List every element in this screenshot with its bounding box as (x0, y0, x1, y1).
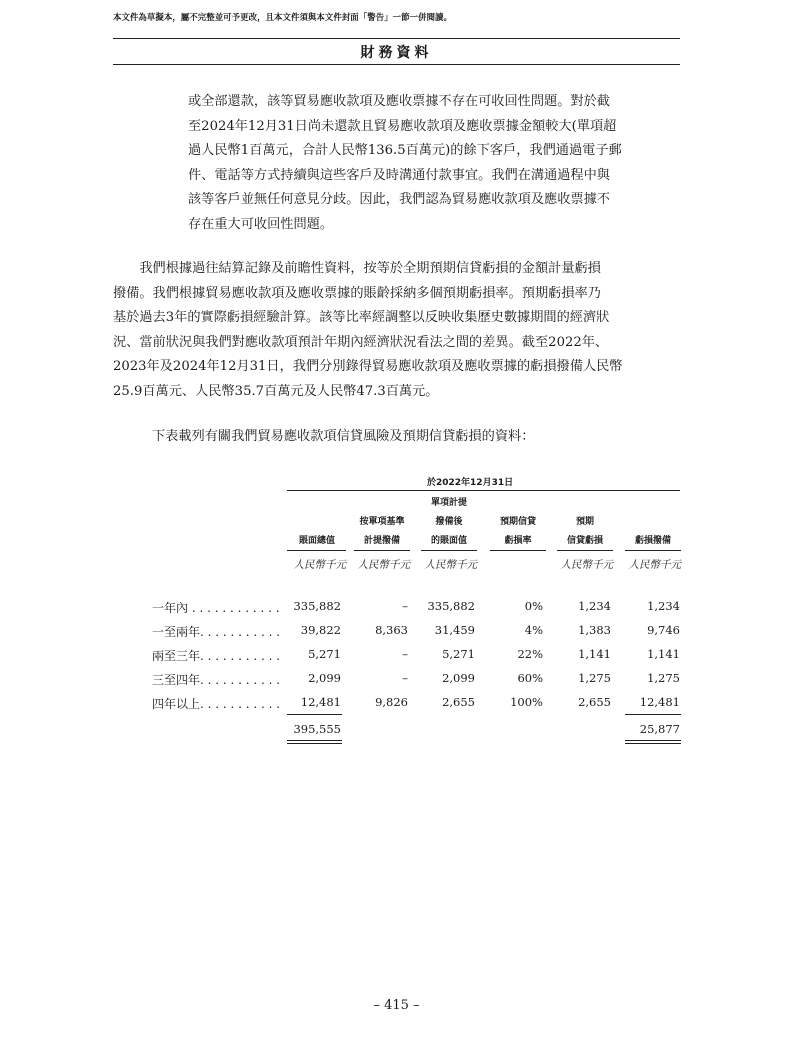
cell: 335,882 (427, 599, 475, 613)
draft-disclaimer: 本文件為草擬本，屬不完整並可予更改，且本文件須與本文件封面「警告」一節一併閱讀。 (113, 12, 452, 22)
total-gross: 395,555 (293, 722, 341, 736)
col-header-line: 單項計提 (430, 498, 467, 508)
unit-label: 人民幣千元 (560, 559, 613, 571)
cell: 1,234 (647, 599, 680, 613)
cell: 1,275 (578, 671, 611, 685)
paragraph-line: 至2024年12月31日尚未還款且貿易應收款項及應收票據金額較大(單項超 (188, 118, 617, 134)
col-header-line (354, 494, 410, 513)
subtotal-rule (287, 714, 342, 715)
cell: 5,271 (308, 647, 341, 661)
cell: 335,882 (293, 599, 341, 613)
col-header-line: 預期 (575, 517, 594, 527)
cell: 2,099 (308, 671, 341, 685)
paragraph-line: 況、當前狀況與我們對應收款項預計年期內經濟狀況看法之間的差異。截至2022年、 (113, 334, 609, 350)
header-underline (625, 550, 681, 551)
col-header-line (625, 513, 681, 532)
section-title: 財務資料 (360, 45, 433, 61)
cell: 1,141 (647, 647, 680, 661)
cell: – (402, 647, 408, 661)
header-underline (490, 550, 546, 551)
unit-label: 人民幣千元 (357, 559, 410, 571)
col-header-line (287, 513, 347, 532)
cell: 4% (524, 623, 543, 637)
cell: 2,655 (442, 695, 475, 709)
col-header-line: 撥備後 (435, 517, 463, 527)
row-label: 一年內 . . . . . . . . . . . . (152, 601, 280, 615)
col-header-line: 虧損率 (504, 536, 532, 546)
unit-label: 人民幣千元 (628, 559, 681, 571)
col-header-ecl-rate (490, 494, 546, 551)
cell: 100% (510, 695, 543, 709)
cell: 39,822 (300, 623, 341, 637)
col-header-ecl (557, 494, 613, 551)
header-underline (287, 550, 346, 551)
paragraph-line: 或全部還款，該等貿易應收款項及應收票據不存在可收回性問題。對於截 (188, 94, 610, 109)
row-label: 四年以上. . . . . . . . . . . (152, 697, 281, 711)
header-underline (557, 550, 613, 551)
col-header-line: 按單項基準 (359, 517, 405, 527)
col-header-gross (287, 494, 347, 551)
cell: 9,826 (375, 695, 408, 709)
cell: 22% (517, 647, 543, 661)
col-header-line: 預期信貸 (499, 517, 536, 527)
col-header-line: 虧損撥備 (634, 536, 671, 546)
col-header-line: 計提撥備 (363, 536, 400, 546)
cell: – (402, 599, 408, 613)
col-header-line (625, 494, 681, 513)
paragraph-line: 我們根據過往結算記錄及前瞻性資料，按等於全期預期信貸虧損的金額計量虧損 (113, 261, 601, 276)
paragraph-line: 2023年及2024年12月31日，我們分別錄得貿易應收款項及應收票據的虧損撥備人民幣 (113, 359, 623, 375)
total-allowance: 25,877 (639, 722, 680, 736)
col-header-line: 的賬面值 (430, 536, 467, 546)
col-header-line (557, 494, 613, 513)
col-header-net-carrying (421, 494, 477, 551)
cell: 1,141 (578, 647, 611, 661)
header-underline (354, 550, 410, 551)
paragraph-line: 存在重大可收回性問題。 (188, 216, 334, 232)
col-header-line (287, 494, 347, 513)
cell: 60% (517, 671, 543, 685)
paragraph-line: 撥備。我們根據貿易應收款項及應收票據的賬齡採納多個預期虧損率。預期虧損率乃 (113, 285, 601, 301)
period-rule (287, 490, 680, 491)
subtotal-rule (625, 714, 681, 715)
unit-label: 人民幣千元 (293, 559, 346, 571)
paragraph-line: 件、電話等方式持續與這些客戶及時溝通付款事宜。我們在溝通過程中與 (188, 167, 610, 183)
cell: 1,234 (578, 599, 611, 613)
total-double-rule (287, 740, 342, 744)
row-label: 三至四年. . . . . . . . . . . (152, 673, 281, 687)
cell: 8,363 (375, 623, 408, 637)
paragraph-line: 基於過去3年的實際虧損經驗計算。該等比率經調整以反映收集歷史數據期間的經濟狀 (113, 310, 610, 326)
cell: 2,655 (578, 695, 611, 709)
cell: 1,383 (578, 623, 611, 637)
row-label: 一至兩年. . . . . . . . . . . (152, 625, 281, 639)
col-header-line: 信貸虧損 (566, 536, 603, 546)
col-header-line: 賬面總值 (298, 536, 335, 546)
header-underline (421, 550, 477, 551)
page-number: – 415 – (373, 998, 420, 1013)
unit-label: 人民幣千元 (424, 559, 477, 571)
cell: 12,481 (639, 695, 680, 709)
row-label: 兩至三年. . . . . . . . . . . (152, 649, 281, 663)
col-header-line (490, 494, 546, 513)
paragraph-line: 25.9百萬元、人民幣35.7百萬元及人民幣47.3百萬元。 (113, 383, 439, 399)
paragraph-line: 該等客戶並無任何意見分歧。因此，我們認為貿易應收款項及應收票據不 (188, 192, 610, 208)
col-header-individual-provision (354, 494, 410, 551)
col-header-loss-allowance (625, 494, 681, 551)
cell: – (402, 671, 408, 685)
cell: 1,275 (647, 671, 680, 685)
period-header: 於2022年12月31日 (427, 478, 514, 488)
cell: 0% (524, 599, 543, 613)
paragraph-line: 下表載列有關我們貿易應收款項信貸風險及預期信貸虧損的資料： (152, 429, 535, 444)
cell: 12,481 (300, 695, 341, 709)
total-double-rule (625, 740, 681, 744)
cell: 9,746 (647, 623, 680, 637)
cell: 5,271 (442, 647, 475, 661)
cell: 2,099 (442, 671, 475, 685)
paragraph-line: 過人民幣1百萬元，合計人民幣136.5百萬元)的餘下客戶，我們通過電子郵 (188, 143, 622, 159)
cell: 31,459 (434, 623, 475, 637)
